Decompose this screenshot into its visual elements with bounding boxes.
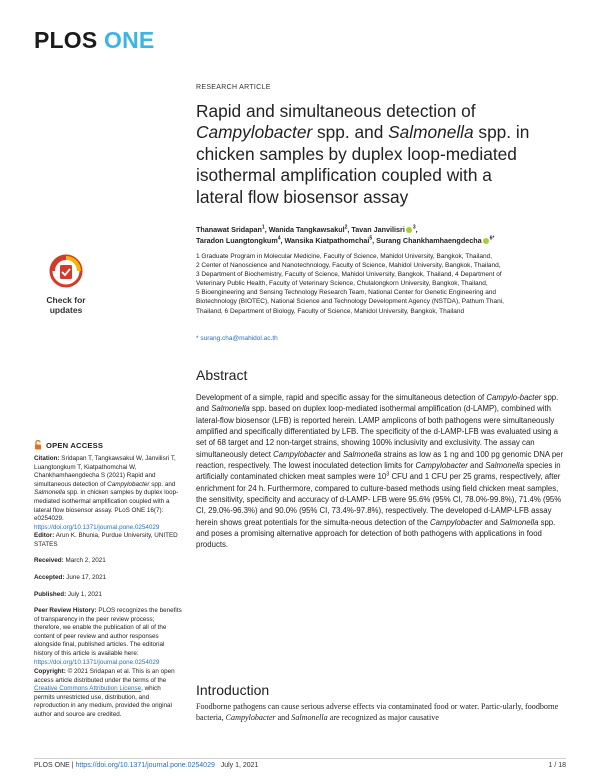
author-list: Thanawat Sridapan$^1$, Wanida Tangkawsakul$^2$, Tavan Janvilisri $^3$, Taradon Luangtongkum$^4$, Wansika Kiatpathomchai$^5$, Surang Chankhamhaengdecha $^{6*}$ (196, 224, 495, 245)
author-name[interactable]: Thanawat Sridapan (196, 225, 262, 234)
check-for-updates-icon (36, 254, 96, 290)
accepted-line: Accepted: June 17, 2021 (34, 574, 107, 581)
published-line: Published: July 1, 2021 (34, 591, 102, 598)
check-for-updates-label: Check for updates (46, 295, 86, 315)
affiliation-line: 1 Graduate Program in Molecular Medicine, Faculty of Science, Mahidol University, Bangkok, Thailand, (196, 253, 493, 260)
logo-plos: PLOS (34, 27, 98, 53)
footer-divider (34, 758, 566, 759)
corresponding-email-link[interactable]: * surang.cha@mahidol.ac.th (196, 335, 278, 342)
affiliation-line: Thailand, 6 Department of Biology, Faculty of Science, Mahidol University, Bangkok, Thailand (196, 307, 465, 315)
peer-review-block: Peer Review History: PLOS recognizes the benefits of transparency in the peer review process; therefore, we enable the publication of all of the content of peer review and author responses alongside final, published articles. The editorial history of this article is available here: https://doi.org/10.1371/journal.pone.0254029 (34, 607, 182, 666)
check-for-updates-badge[interactable] (36, 254, 96, 320)
abstract-heading: Abstract (196, 367, 248, 383)
open-access-label: OPEN ACCESS (34, 440, 103, 450)
received-line: Received: March 2, 2021 (34, 557, 106, 564)
orcid-icon[interactable] (483, 238, 489, 244)
affiliation-line: 3 Department of Biochemistry, Faculty of Science, Mahidol University, Bangkok, Thailand, 4 Department of (196, 271, 502, 279)
author-name[interactable]: Wanida Tangkawsakul (268, 225, 345, 234)
author-name[interactable]: Taradon Luangtongkum (196, 235, 278, 245)
author-name[interactable]: Surang Chankhamhaengdecha (376, 235, 482, 245)
editor-line: Editor: Arun K. Bhunia, Purdue University, UNITED STATES (34, 532, 178, 548)
affiliation-line: 5 Bioengineering and Sensing Technology Research Team, National Center for Genetic Engineering and (196, 289, 497, 297)
author-name[interactable]: Wansika Kiatpathomchai (284, 235, 370, 245)
page-number: 1 / 18 (548, 762, 566, 769)
open-lock-icon (34, 440, 42, 450)
author-name[interactable]: Tavan Janvilisri (351, 225, 405, 234)
footer-doi-link[interactable]: https://doi.org/10.1371/journal.pone.0254029 (75, 762, 215, 769)
license-link[interactable]: Creative Commons Attribution License (34, 685, 142, 693)
affiliation-line: Biotechnology (BIOTEC), National Science and Technology Development Agency (NSTDA), Pathum Thani, (196, 298, 504, 306)
introduction-heading: Introduction (196, 682, 270, 698)
page-footer: PLOS ONE | https://doi.org/10.1371/journal.pone.0254029 July 1, 2021 (34, 762, 259, 769)
affiliations (196, 252, 586, 316)
affiliation-line: Veterinary Public Health, Faculty of Veterinary Science, Chulalongkorn University, Bangkok, Thailand, (196, 280, 488, 288)
affiliation-line: 2 Center of Nanoscience and Nanotechnology, Faculty of Science, Mahidol University, Bangkok, Thailand, (196, 262, 501, 270)
article-title: Rapid and simultaneous detection of Campylobacter spp. and Salmonella spp. in chicken samples by duplex loop-mediated isothermal amplification coupled with a lateral flow biosensor assay (196, 101, 530, 207)
citation-block: Citation: Sridapan T, Tangkawsakul W, Janvilisri T, Luangtongkum T, Kiatpathomchai W, Chankhamhaengdecha S (2021) Rapid and simultaneous detection of Campylobacter spp. and Salmonella spp. in chicken samples by duplex loop-mediated isothermal amplification coupled with a lateral flow biosensor assay. PLoS ONE 16(7): e0254029. https://doi.org/10.1371/journal.pone.0254029 (34, 455, 179, 531)
journal-logo[interactable] (34, 27, 154, 54)
peer-review-doi-link[interactable]: https://doi.org/10.1371/journal.pone.0254029 (34, 658, 160, 666)
orcid-icon[interactable] (406, 227, 412, 233)
copyright-block: Copyright: © 2021 Sridapan et al. This is an open access article distributed under the terms of the Creative Commons Attribution License, which permits unrestricted use, distribution, and reproduction in any medium, provided the original author and source are credited. (34, 668, 175, 718)
logo-one: ONE (104, 27, 155, 53)
introduction-text: Foodborne pathogens can cause serious adverse effects via contaminated food or water. Partic-ularly, foodborne bacteria, Campylobacter and Salmonella are recognized as major causative (196, 702, 559, 723)
abstract-text: Development of a simple, rapid and specific assay for the simultaneous detection of Campylo-bacter spp. and Salmonella spp. based on duplex loop-mediated isothermal amplification (d-LAMP), combined with lateral-flow biosensor (LFB) is reported herein. LAMP amplicons of both pathogens were simultaneously amplified and specifically differentiated by LFB. The specificity of the d-LAMP-LFB was evaluated using a set of 68 target and 12 non-target strains, showing 100% inclusivity and exclusivity. The assay can simultaneously detect Campylobacter and Salmonella strains as low as 1 ng and 100 pg genomic DNA per reaction, respectively. The lowest inoculated detection limits for Campylobacter and Salmonella species in artificially contaminated chicken meat samples were $10^3$ CFU and 1 CFU per 25 grams, respectively, after enrichment for 24 h. Furthermore, compared to culture-based methods using field chicken meat samples, the sensitivity, specificity and accuracy of d-LAMP- LFB were 95.6% (95% CI, 78.0%-99.8%), 71.4% (95% CI, 29.0%-96.3%) and 90.0% (95% CI, 73.4%-97.8%), respectively. The developed d-LAMP-LFB assay herein shows great potentials for the simulta-neous detection of the Campylobacter and Salmonella spp. and poses a promising alternative approach for detection of both pathogens with applications in food products. (196, 393, 564, 550)
article-type: RESEARCH ARTICLE (196, 84, 271, 91)
citation-doi-link[interactable]: https://doi.org/10.1371/journal.pone.0254029 (34, 523, 160, 531)
